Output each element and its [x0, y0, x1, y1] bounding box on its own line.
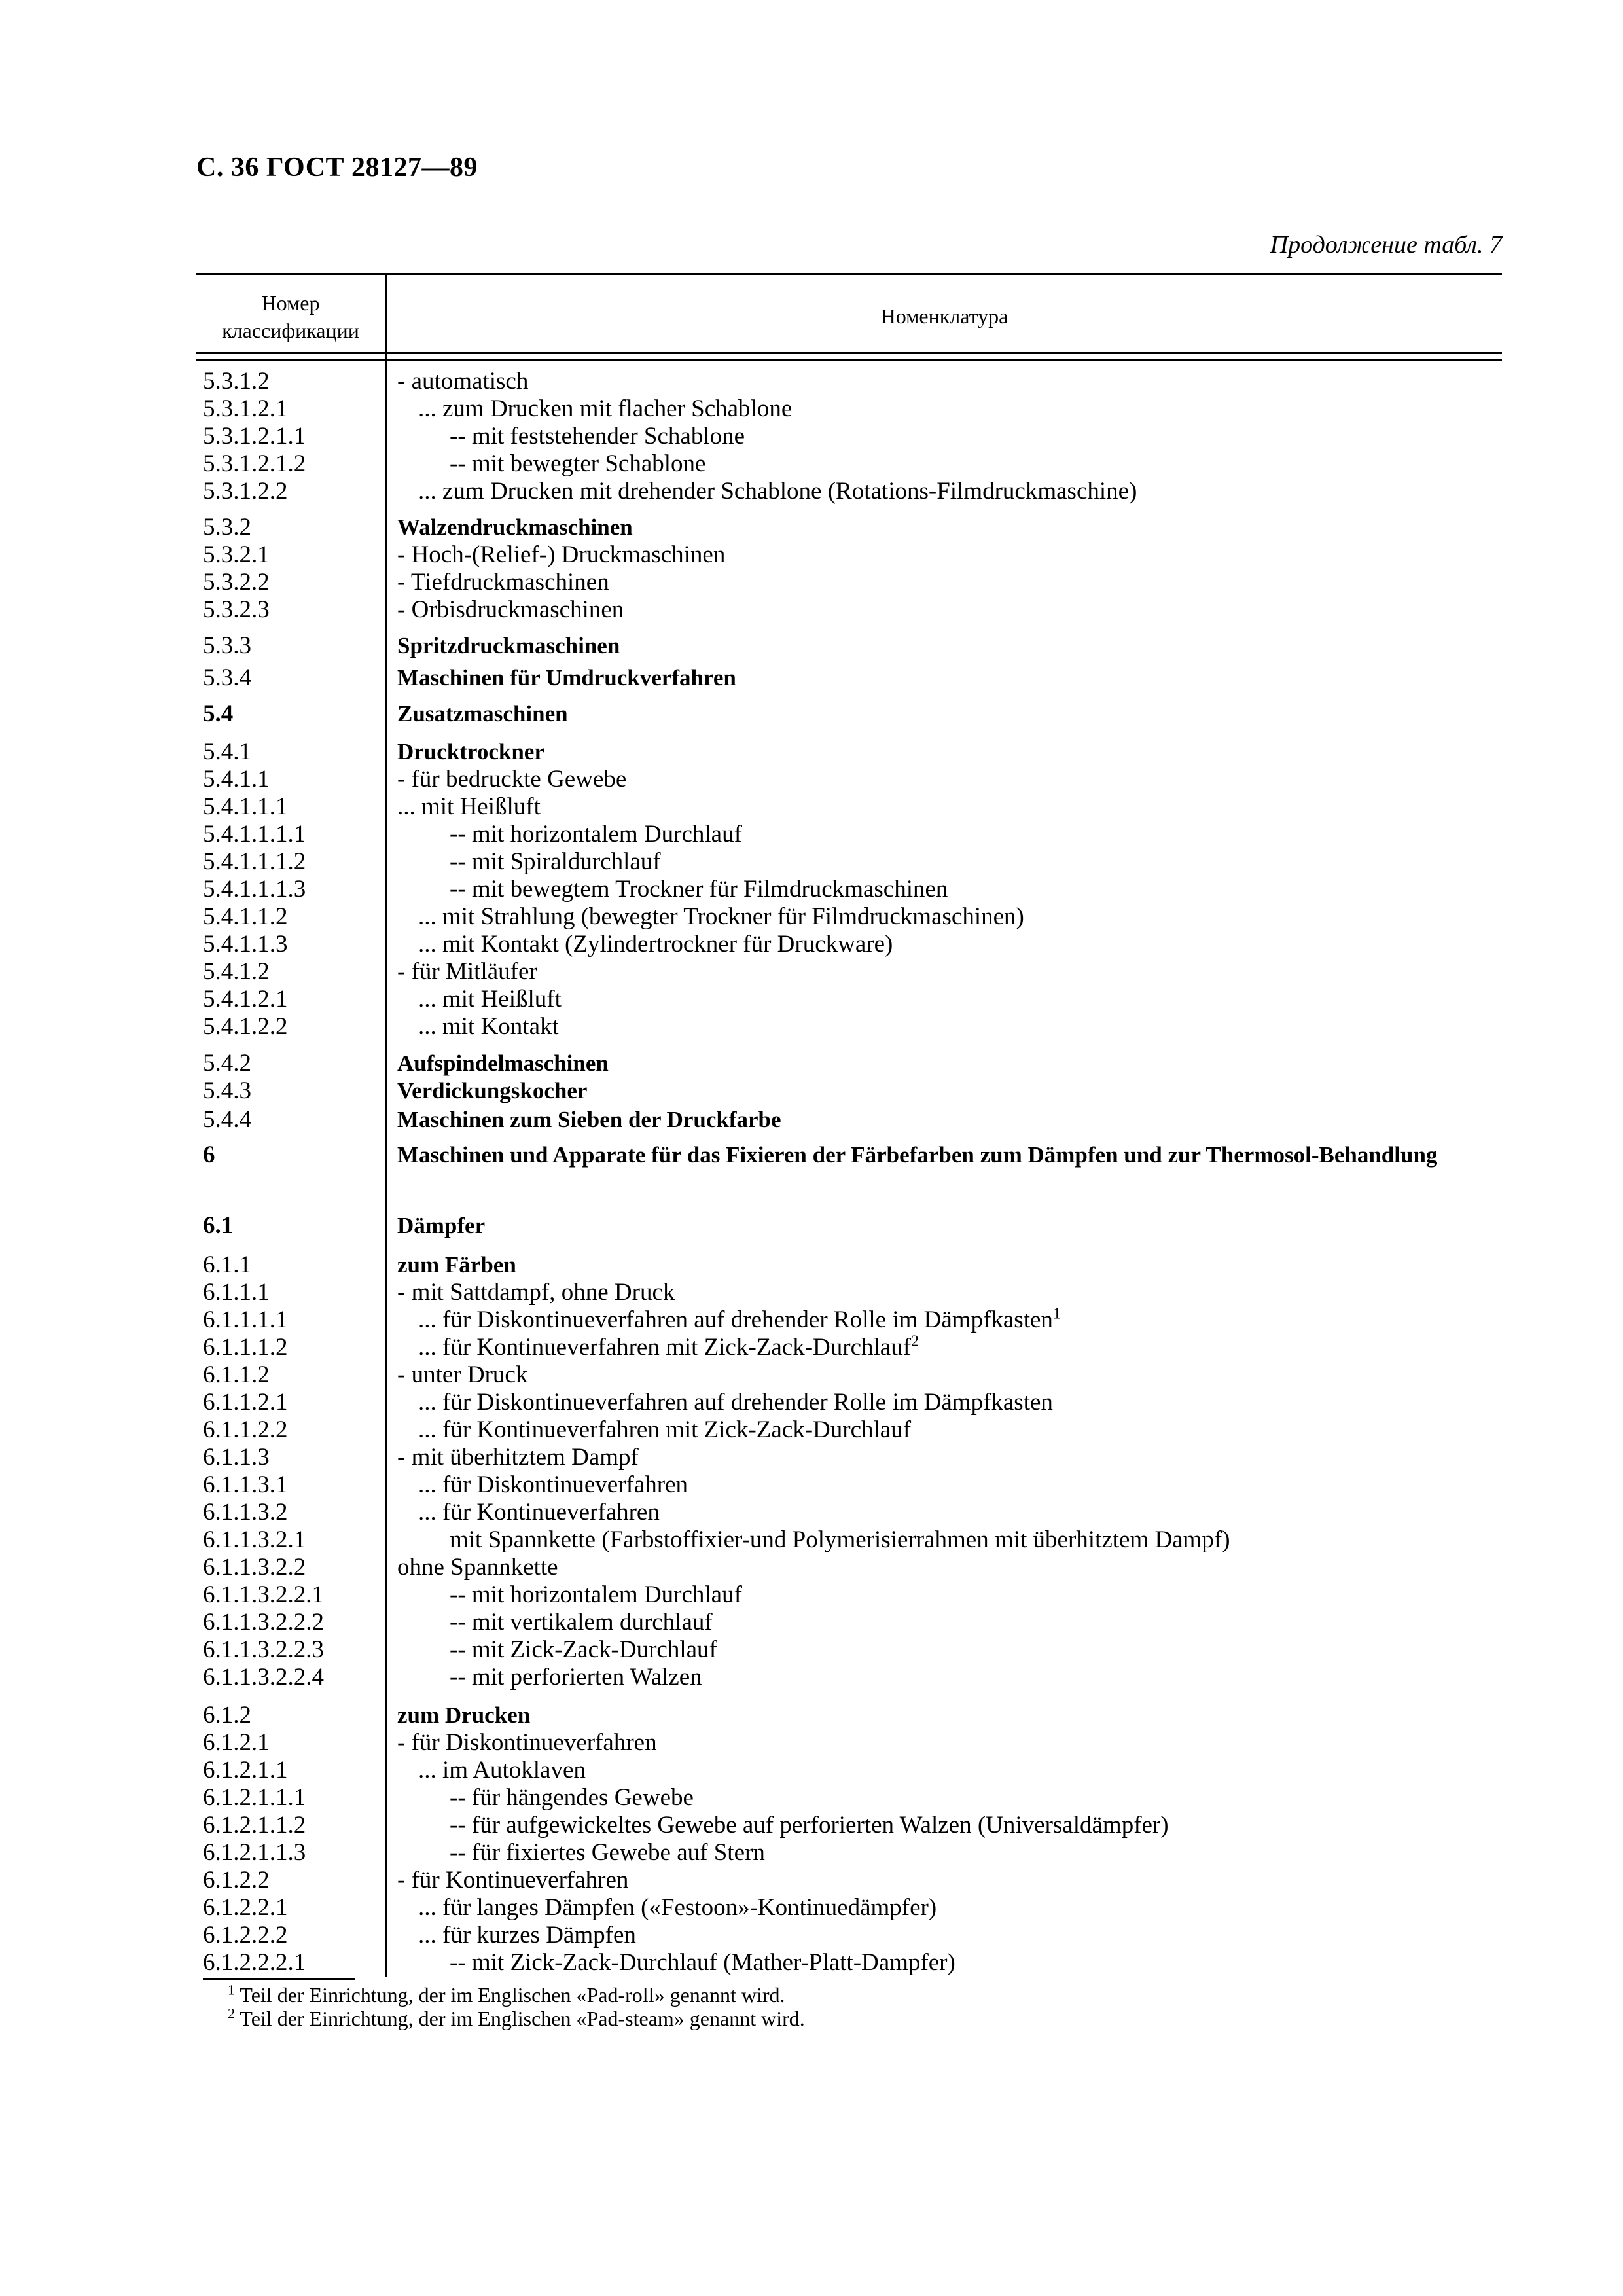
row-number: 5.4.1.2.1	[203, 986, 288, 1013]
row-text: Maschinen und Apparate für das Fixieren der Färbefarben zum Dämpfen und zur Thermosol-Behandlung	[397, 1142, 1438, 1168]
row-text: - automatisch	[397, 368, 529, 395]
row-text: - unter Druck	[397, 1361, 528, 1388]
row-text	[397, 1306, 1061, 1334]
row-text: -- mit horizontalem Durchlauf	[450, 821, 742, 848]
row-number: 6.1.1.1	[203, 1279, 270, 1306]
row-text: - für Mitläufer	[397, 958, 537, 985]
footnote-text: Teil der Einrichtung, der im Englischen «Pad-steam» genannt wird.	[240, 2007, 805, 2030]
row-number: 5.4.3	[203, 1077, 251, 1104]
row-text: ... mit Kontakt (Zylindertrockner für Druckware)	[418, 931, 893, 958]
row-number: 6.1.2.2.2	[203, 1922, 288, 1948]
row-number: 5.3.2.1	[203, 541, 270, 568]
row-number: 6.1.2	[203, 1702, 251, 1729]
row-text: -- mit bewegtem Trockner für Filmdruckmaschinen	[450, 876, 948, 903]
row-number: 6.1	[203, 1212, 234, 1239]
row-text: Drucktrockner	[397, 739, 544, 764]
row-number: 6.1.1.3	[203, 1444, 270, 1471]
row-number: 6.1.2.2.1	[203, 1894, 288, 1921]
row-text: ... für Diskontinueverfahren auf drehender Rolle im Dämpfkasten	[418, 1389, 1053, 1416]
row-text: - für bedruckte Gewebe	[397, 766, 627, 793]
row-number: 5.4.1.1.2	[203, 903, 288, 930]
row-text: ... mit Kontakt	[418, 1013, 559, 1040]
row-number: 5.4.1.2.2	[203, 1013, 288, 1040]
row-number: 6.1.1.3.2.2.3	[203, 1636, 324, 1663]
footnote-ref: 1	[1052, 1305, 1061, 1323]
row-number: 6.1.1.3.2.2.4	[203, 1664, 324, 1691]
row-number: 6.1.1	[203, 1251, 251, 1278]
row-text: -- mit Zick-Zack-Durchlauf (Mather-Platt-Dampfer)	[450, 1949, 955, 1976]
row-text: ... zum Drucken mit flacher Schablone	[418, 395, 793, 422]
row-text: Aufspindelmaschinen	[397, 1050, 609, 1076]
row-text: -- für fixiertes Gewebe auf Stern	[450, 1839, 765, 1866]
row-text: ... für Diskontinueverfahren	[418, 1471, 688, 1498]
row-number: 5.4.1.1.1.2	[203, 848, 306, 875]
row-text: -- für aufgewickeltes Gewebe auf perforierten Walzen (Universaldämpfer)	[450, 1812, 1169, 1839]
row-number: 6.1.1.3.2.1	[203, 1526, 306, 1553]
row-number: 5.3.3	[203, 632, 251, 659]
row-number: 5.3.1.2.1.1	[203, 423, 306, 450]
row-number: 6.1.2.2.2.1	[203, 1949, 306, 1976]
row-text: ... für Kontinueverfahren	[418, 1499, 660, 1526]
row-text: - Hoch-(Relief-) Druckmaschinen	[397, 541, 726, 568]
row-number: 5.3.2.2	[203, 569, 270, 596]
column-header-number: Номер классификации	[222, 291, 359, 342]
row-text: -- mit horizontalem Durchlauf	[450, 1581, 742, 1608]
row-number: 5.4.4	[203, 1106, 251, 1133]
row-text: ... für kurzes Dämpfen	[418, 1922, 636, 1948]
row-number: 5.3.1.2.1.2	[203, 450, 306, 477]
row-number: 6.1.1.1.2	[203, 1334, 288, 1361]
row-text: - mit überhitztem Dampf	[397, 1444, 639, 1471]
table-header-rule-double	[196, 359, 1502, 361]
row-text: ... mit Heißluft	[397, 793, 541, 820]
footnote-separator	[203, 1978, 355, 1980]
table-column-divider	[385, 273, 387, 1977]
footnote-ref: 2	[911, 1333, 919, 1350]
row-text: - mit Sattdampf, ohne Druck	[397, 1279, 675, 1306]
table-continuation-label: Продолжение табл. 7	[1270, 231, 1502, 259]
row-text: Dämpfer	[397, 1213, 486, 1238]
row-number: 5.4.1	[203, 738, 251, 765]
row-text: -- für hängendes Gewebe	[450, 1784, 694, 1811]
row-number: 6.1.2.1.1.2	[203, 1812, 306, 1839]
footnote-text: Teil der Einrichtung, der im Englischen «Pad-roll» genannt wird.	[240, 1983, 785, 2007]
row-number: 6.1.2.1.1.1	[203, 1784, 306, 1811]
row-text: Spritzdruckmaschinen	[397, 633, 620, 658]
row-number: 5.3.2.3	[203, 596, 270, 623]
row-text: - für Diskontinueverfahren	[397, 1729, 657, 1756]
row-text: ... für langes Dämpfen («Festoon»-Kontinuedämpfer)	[418, 1894, 937, 1921]
row-text	[397, 1334, 919, 1361]
row-number: 6.1.1.2	[203, 1361, 270, 1388]
footnote-1	[228, 1983, 785, 2007]
row-number: 5.4.1.1.1.1	[203, 821, 306, 848]
row-text: Zusatzmaschinen	[397, 701, 568, 726]
row-text: zum Färben	[397, 1252, 516, 1278]
row-number: 6.1.1.3.2.2.1	[203, 1581, 324, 1608]
row-number: 6.1.1.2.1	[203, 1389, 288, 1416]
row-number: 5.3.1.2.2	[203, 478, 288, 505]
row-text-body: ... für Kontinueverfahren mit Zick-Zack-Durchlauf	[418, 1334, 912, 1361]
row-text: Maschinen zum Sieben der Druckfarbe	[397, 1107, 781, 1132]
row-text: Verdickungskocher	[397, 1078, 588, 1103]
row-number: 6.1.1.2.2	[203, 1416, 288, 1443]
page-header: С. 36 ГОСТ 28127—89	[196, 152, 478, 183]
row-number: 5.3.4	[203, 664, 251, 691]
row-text: -- mit bewegter Schablone	[450, 450, 706, 477]
row-text: - Tiefdruckmaschinen	[397, 569, 609, 596]
row-number: 6.1.1.3.1	[203, 1471, 288, 1498]
column-header-nomenclature: Номенклатура	[880, 304, 1008, 328]
row-text: ... mit Heißluft	[418, 986, 562, 1013]
row-text: ... zum Drucken mit drehender Schablone (Rotations-Filmdruckmaschine)	[418, 478, 1137, 505]
row-number: 6.1.1.3.2.2	[203, 1554, 306, 1581]
row-number: 6.1.2.1.1	[203, 1757, 288, 1784]
row-text: ... für Kontinueverfahren mit Zick-Zack-Durchlauf	[418, 1416, 912, 1443]
row-text: - für Kontinueverfahren	[397, 1867, 629, 1893]
row-text-body: ... für Diskontinueverfahren auf drehender Rolle im Dämpfkasten	[418, 1306, 1053, 1333]
footnote-mark: 1	[228, 1981, 235, 1998]
row-number: 6.1.1.3.2	[203, 1499, 288, 1526]
row-number: 5.4.1.2	[203, 958, 270, 985]
table-top-rule	[196, 273, 1502, 275]
row-number: 6	[203, 1141, 215, 1168]
footnote-2	[228, 2007, 805, 2030]
row-number: 5.3.1.2.1	[203, 395, 288, 422]
table-header-rule	[196, 352, 1502, 354]
row-number: 5.4.1.1.1.3	[203, 876, 306, 903]
row-number: 5.4.2	[203, 1050, 251, 1077]
row-number: 6.1.2.1	[203, 1729, 270, 1756]
row-text: Maschinen für Umdruckverfahren	[397, 665, 736, 691]
row-number: 6.1.1.1.1	[203, 1306, 288, 1333]
row-number: 5.4	[203, 700, 234, 727]
row-text: zum Drucken	[397, 1702, 531, 1728]
row-text: Walzendruckmaschinen	[397, 514, 633, 540]
row-text: - Orbisdruckmaschinen	[397, 596, 624, 623]
row-number: 5.3.1.2	[203, 368, 270, 395]
row-number: 6.1.2.2	[203, 1867, 270, 1893]
row-number: 6.1.2.1.1.3	[203, 1839, 306, 1866]
row-text: ... mit Strahlung (bewegter Trockner für Filmdruckmaschinen)	[418, 903, 1024, 930]
row-text: mit Spannkette (Farbstoffixier-und Polymerisierrahmen mit überhitztem Dampf)	[450, 1526, 1230, 1553]
row-number: 5.4.1.1.1	[203, 793, 288, 820]
row-number: 5.3.2	[203, 514, 251, 541]
row-text: -- mit Spiraldurchlauf	[450, 848, 661, 875]
row-number: 5.4.1.1.3	[203, 931, 288, 958]
footnote-mark: 2	[228, 2005, 235, 2022]
row-text: -- mit feststehender Schablone	[450, 423, 745, 450]
row-text: ohne Spannkette	[397, 1554, 558, 1581]
row-text: -- mit Zick-Zack-Durchlauf	[450, 1636, 717, 1663]
row-text: -- mit perforierten Walzen	[450, 1664, 702, 1691]
row-text: ... im Autoklaven	[418, 1757, 586, 1784]
row-number: 5.4.1.1	[203, 766, 270, 793]
row-text: -- mit vertikalem durchlauf	[450, 1609, 713, 1636]
row-number: 6.1.1.3.2.2.2	[203, 1609, 324, 1636]
